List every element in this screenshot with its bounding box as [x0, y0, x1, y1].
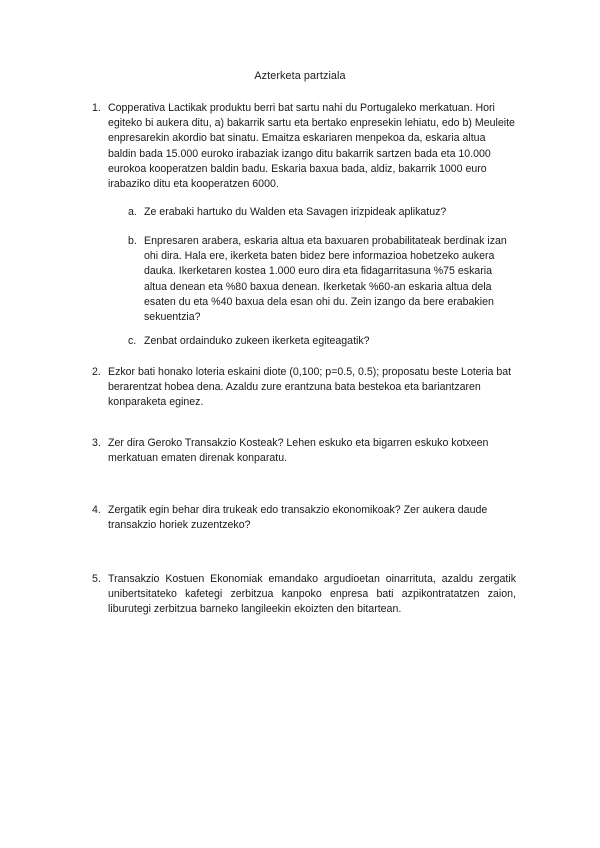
question-text: Transakzio Kostuen Ekonomiak emandako argudioetan oinarrituta, azaldu zergatik unibertsitateko kafetegi zerbitzua kanpoko enpresa bati azpikontratatzen zaion, liburutegi zerbitzua barneko langileekin ekoizten den bitartean. — [108, 573, 516, 616]
question-1-subitem-c — [128, 334, 516, 349]
question-number: 3. — [92, 437, 101, 449]
question-1 — [92, 101, 516, 192]
question-text: Zer dira Geroko Transakzio Kosteak? Lehen eskuko eta bigarren eskuko kotxeen merkatuan ematen direnak konparatu. — [108, 437, 489, 465]
subitem-letter: a. — [128, 206, 137, 218]
question-3 — [92, 436, 516, 466]
subitem-text: Ze erabaki hartuko du Walden eta Savagen irizpideak aplikatuz? — [144, 206, 447, 218]
subitem-text: Enpresaren arabera, eskaria altua eta baxuaren probabilitateak berdinak izan ohi dira. Hala ere, ikerketa baten bidez bere informazioa hobetzeko aukera dauka. Ikerketaren kostea 1.000 euro dira eta fidagarritasuna %75 eskaria altua denean eta %80 baxua denean. Ikerketak %60-an eskaria altua dela esaten du eta %40 baxua dela esan ohi du. Zein izango da bere erabakien sekuentzia? — [144, 235, 507, 324]
question-text: Copperativa Lactikak produktu berri bat sartu nahi du Portugaleko merkatuan. Hori egiteko bi aukera ditu, a) bakarrik sartu eta bertako enpresekin lehiatu, edo b) Meuleite enpresarekin akordio bat sinatu. Emaitza eskariaren menpekoa da, eskaria altua baldin bada 15.000 euroko irabaziak izango ditu bakarrik sartzen bada eta 10.000 eurokoa kooperatzen baldin badu. Eskaria baxua bada, aldiz, bakarrik 1000 euro irabaziko ditu eta kooperatzen 6000. — [108, 102, 515, 191]
question-1-subitem-b — [128, 234, 516, 325]
question-1-subitem-a — [128, 205, 516, 220]
question-text: Ezkor bati honako loteria eskaini diote (0,100; p=0.5, 0.5); proposatu beste Loteria bat berarentzat hobea dena. Azaldu zure erantzuna bata bestekoa eta bariantzaren konparaketa eginez. — [108, 366, 512, 409]
question-number: 2. — [92, 366, 101, 378]
subitem-letter: c. — [128, 335, 137, 347]
question-number: 5. — [92, 573, 101, 585]
question-4 — [92, 503, 516, 533]
question-number: 1. — [92, 102, 101, 114]
subitem-text: Zenbat ordainduko zukeen ikerketa egiteagatik? — [144, 335, 370, 347]
question-2 — [92, 365, 516, 411]
question-text: Zergatik egin behar dira trukeak edo transakzio ekonomikoak? Zer aukera daude transakzio horiek zuzentzeko? — [108, 504, 488, 532]
subitem-letter: b. — [128, 235, 137, 247]
question-number: 4. — [92, 504, 101, 516]
question-5 — [92, 572, 516, 618]
page-title: Azterketa partziala — [254, 70, 346, 82]
